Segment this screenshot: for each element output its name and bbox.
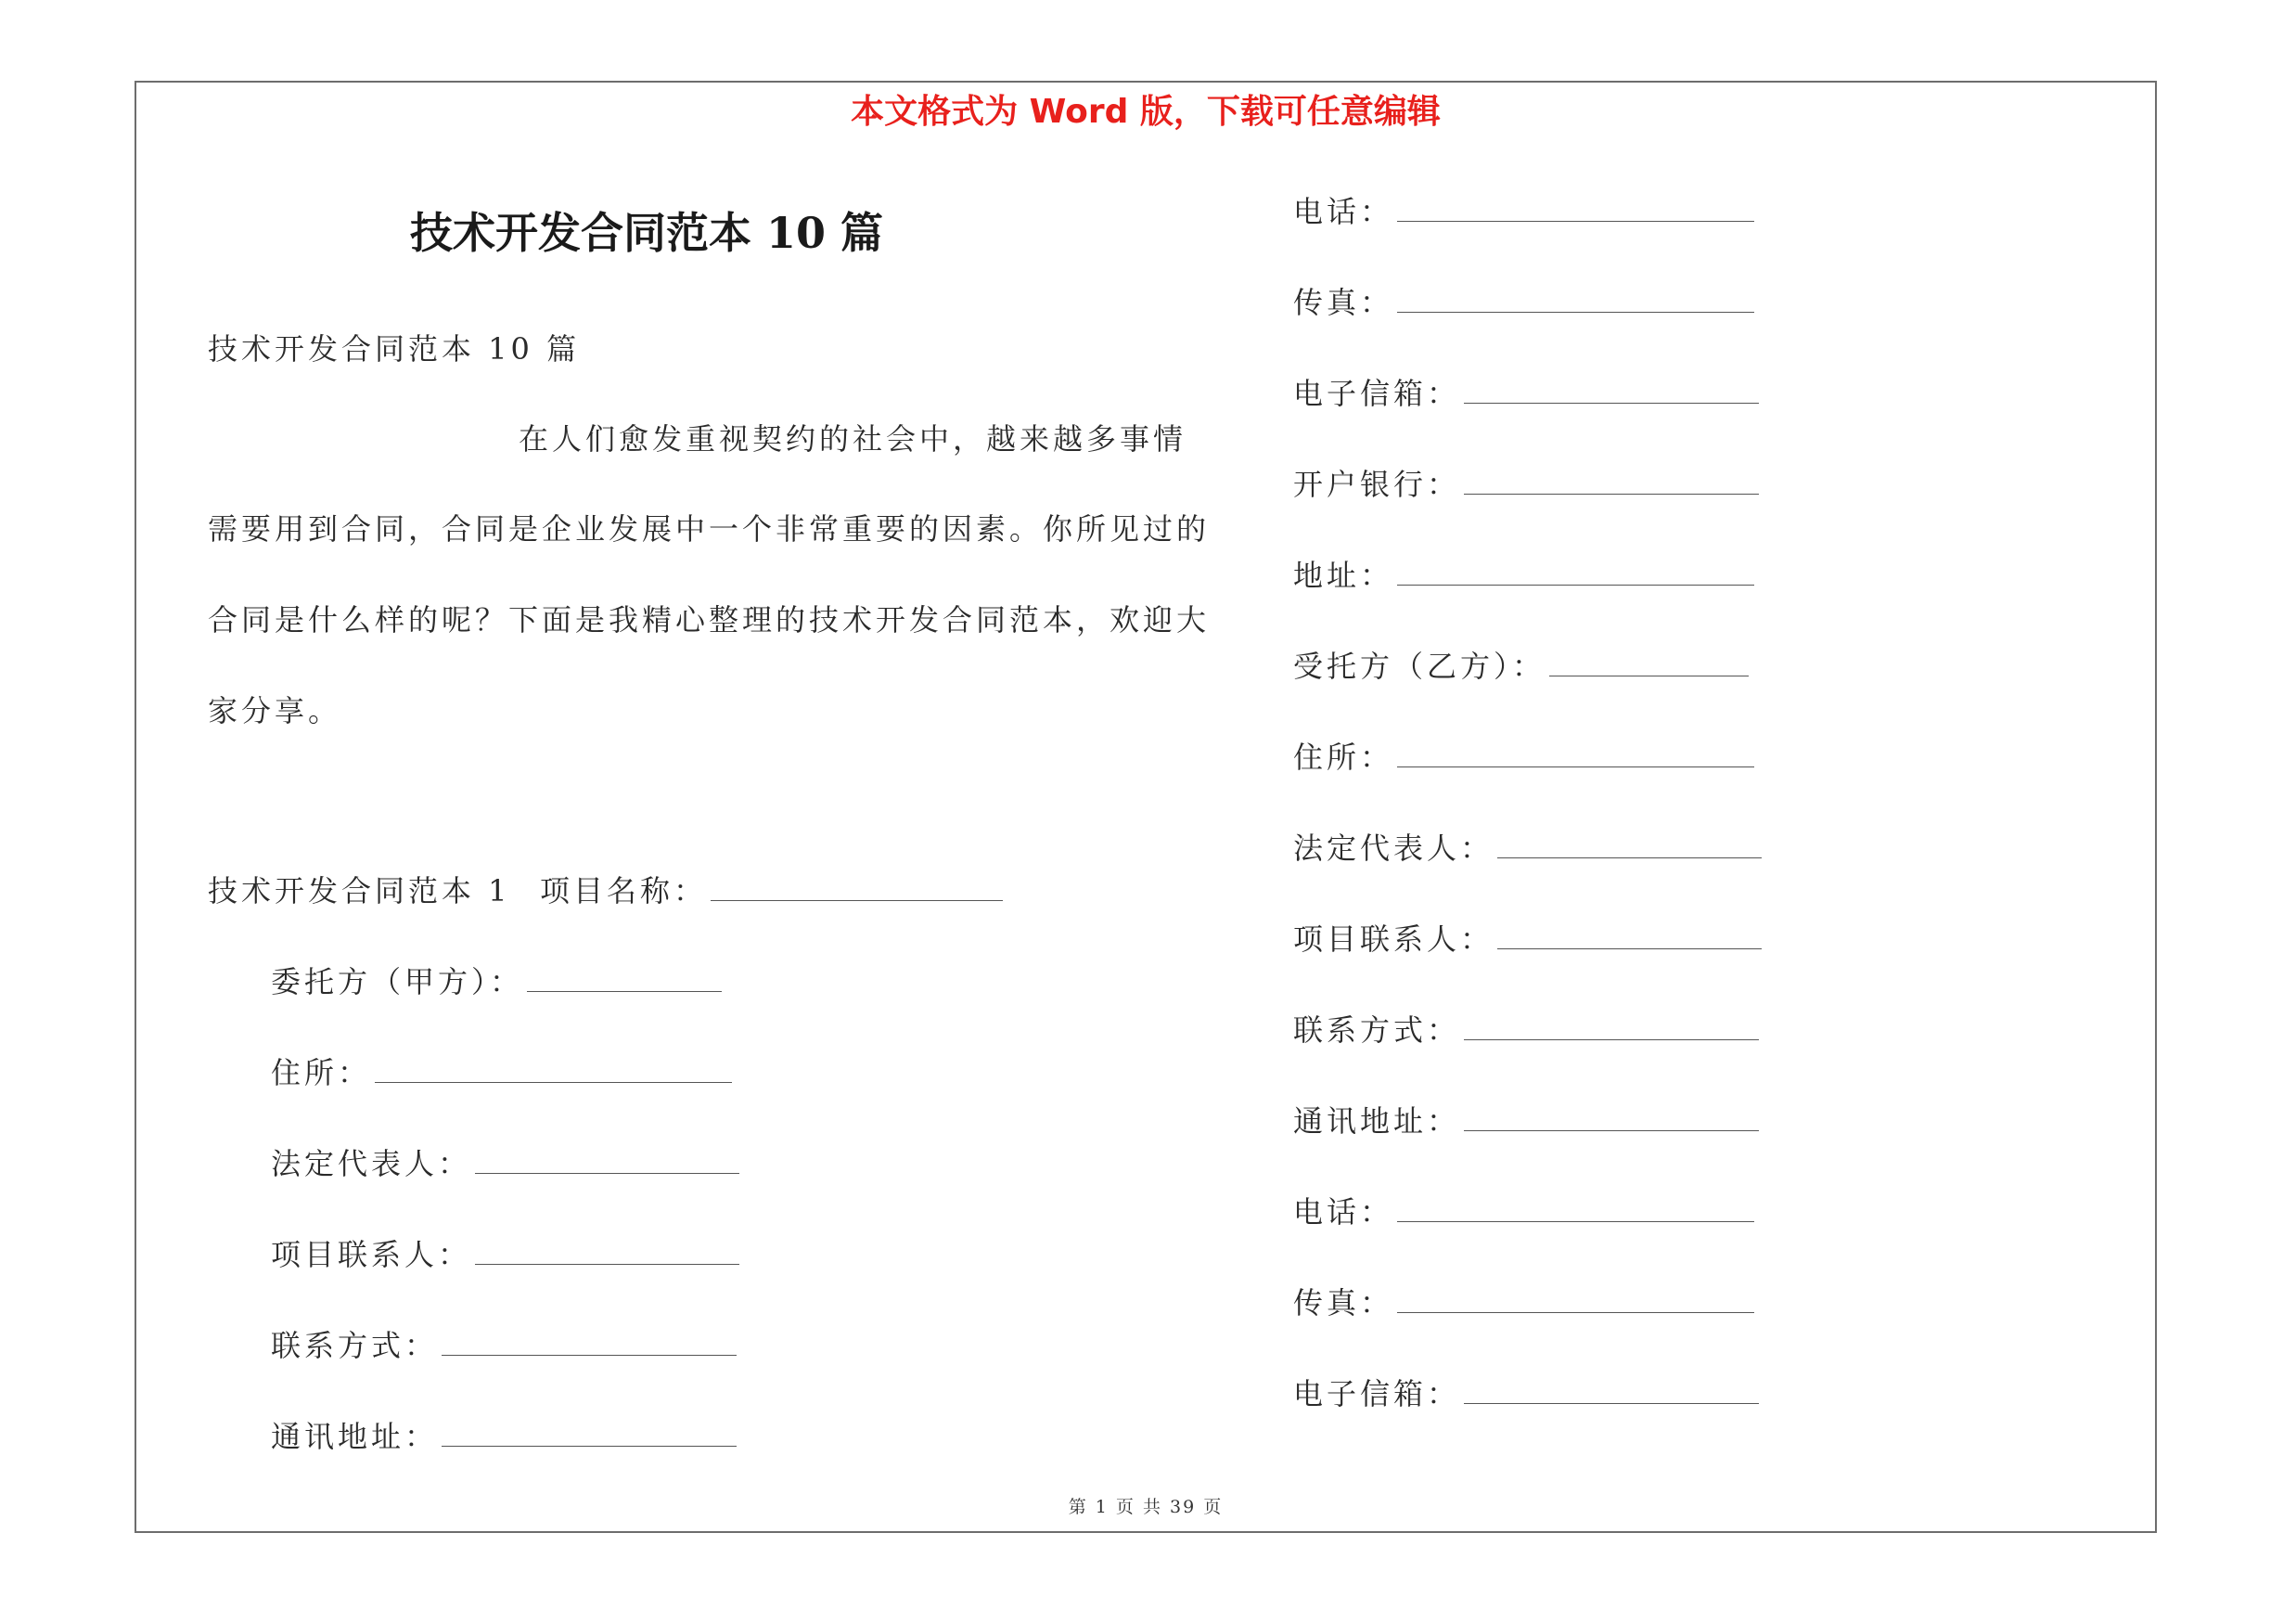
trustee-project-contact-field[interactable] [1293, 921, 1762, 957]
field-label: 通讯地址： [271, 1419, 439, 1454]
field-blank[interactable] [1397, 585, 1754, 586]
field-blank[interactable] [1397, 312, 1754, 313]
field-blank[interactable] [527, 991, 722, 992]
field-blank[interactable] [1497, 857, 1762, 858]
field-blank[interactable] [475, 1264, 739, 1265]
client-address-field[interactable] [271, 1055, 732, 1090]
field-blank[interactable] [1464, 403, 1759, 404]
field-blank[interactable] [1497, 948, 1762, 949]
trustee-address-field[interactable] [1293, 740, 1754, 775]
trustee-party-field[interactable] [1293, 649, 1749, 684]
client-legal-rep-field[interactable] [271, 1146, 739, 1181]
field-label: 项目联系人： [1293, 921, 1494, 957]
field-label: 电子信箱： [1293, 1376, 1461, 1411]
field-blank[interactable] [1397, 1221, 1754, 1222]
field-label: 电子信箱： [1293, 376, 1461, 411]
client-project-contact-field[interactable] [271, 1237, 739, 1272]
field-label: 住所： [271, 1055, 372, 1090]
field-label: 项目名称： [540, 873, 708, 908]
field-label: 法定代表人： [271, 1146, 472, 1181]
field-blank[interactable] [1397, 766, 1754, 767]
field-label: 电话： [1293, 1194, 1394, 1230]
trustee-contact-method-field[interactable] [1293, 1012, 1759, 1048]
trustee-phone-field[interactable] [1293, 1194, 1754, 1230]
field-blank[interactable] [1464, 1403, 1759, 1404]
trustee-fax-field[interactable] [1293, 1285, 1754, 1320]
field-label: 传真： [1293, 1285, 1394, 1320]
client-bank-address-field[interactable] [1293, 558, 1754, 593]
trustee-email-field[interactable] [1293, 1376, 1759, 1411]
field-label: 项目联系人： [271, 1237, 472, 1272]
field-label: 地址： [1293, 558, 1394, 593]
field-label: 住所： [1293, 740, 1394, 775]
field-blank[interactable] [1464, 1039, 1759, 1040]
document-page [135, 81, 2157, 1533]
field-label: 委托方（甲方）： [271, 964, 524, 999]
intro-line-4: 家分享。 [208, 693, 342, 728]
field-blank[interactable] [1464, 494, 1759, 495]
field-label: 开户银行： [1293, 467, 1461, 502]
intro-line-3: 合同是什么样的呢？下面是我精心整理的技术开发合同范本，欢迎大 [208, 602, 1211, 638]
client-email-field[interactable] [1293, 376, 1759, 411]
client-phone-field[interactable] [1293, 194, 1754, 229]
intro-line-1: 在人们愈发重视契约的社会中，越来越多事情 [519, 421, 1187, 457]
field-blank[interactable] [475, 1173, 739, 1174]
field-blank[interactable] [1397, 1312, 1754, 1313]
field-blank[interactable] [375, 1082, 732, 1083]
field-blank[interactable] [442, 1355, 737, 1356]
field-label: 联系方式： [271, 1328, 439, 1363]
field-blank[interactable] [442, 1446, 737, 1447]
field-label: 法定代表人： [1293, 831, 1494, 866]
document-subtitle: 技术开发合同范本 10 篇 [208, 331, 581, 367]
field-label: 通讯地址： [1293, 1103, 1461, 1139]
field-blank[interactable] [1464, 1130, 1759, 1131]
field-label: 联系方式： [1293, 1012, 1461, 1048]
client-fax-field[interactable] [1293, 285, 1754, 320]
field-blank[interactable] [711, 900, 1003, 901]
section-heading: 技术开发合同范本 1 [208, 873, 511, 908]
client-contact-method-field[interactable] [271, 1328, 737, 1363]
client-mailing-address-field[interactable] [271, 1419, 737, 1454]
intro-line-2: 需要用到合同，合同是企业发展中一个非常重要的因素。你所见过的 [208, 511, 1211, 547]
field-label: 传真： [1293, 285, 1394, 320]
project-name-field[interactable] [540, 873, 1003, 908]
client-party-field[interactable] [271, 964, 722, 999]
trustee-legal-rep-field[interactable] [1293, 831, 1762, 866]
field-label: 受托方（乙方）： [1293, 649, 1546, 684]
document-title: 技术开发合同范本 10 篇 [410, 208, 884, 258]
trustee-mailing-address-field[interactable] [1293, 1103, 1759, 1139]
field-blank[interactable] [1397, 221, 1754, 222]
editable-banner: 本文格式为 Word 版，下载可任意编辑 [851, 93, 1441, 131]
page-number: 第 1 页 共 39 页 [1068, 1497, 1224, 1517]
client-bank-field[interactable] [1293, 467, 1759, 502]
field-label: 电话： [1293, 194, 1394, 229]
